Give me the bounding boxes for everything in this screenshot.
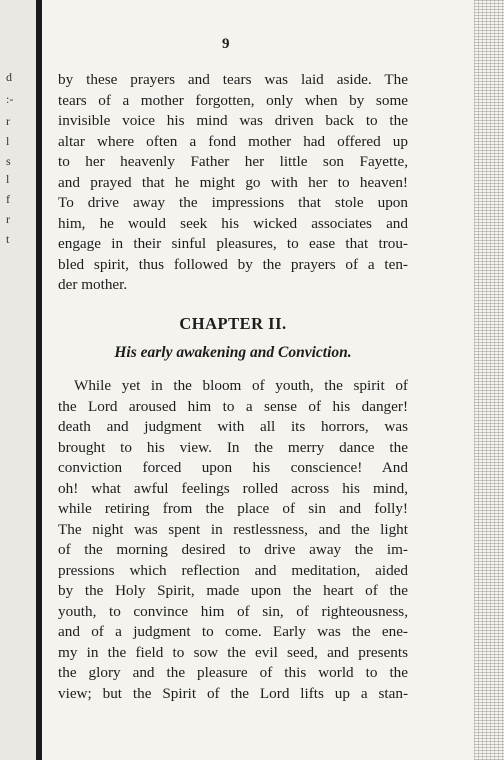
left-margin-gutter [0,0,36,760]
text-line: brought to his view. In the merry dance the [58,438,408,456]
gutter-char: l [6,134,10,148]
text-line: conviction forced upon his conscience! And [58,459,408,476]
text-line: the glory and the pleasure of this world to the [58,664,408,681]
scan-edge-noise [474,0,504,760]
text-line: der mother. [58,276,128,293]
gutter-char: :- [6,92,14,106]
text-line: to her heavenly Father her little son Fayette, [58,153,408,170]
text-line: altar where often a fond mother had offered up [58,132,408,150]
gutter-char: f [6,192,10,206]
page-number: 9 [222,36,230,52]
chapter-heading: CHAPTER II. [179,314,287,333]
gutter-char: r [6,114,10,128]
gutter-char: r [6,212,10,226]
text-line: pressions which reflection and meditation, aided [58,561,408,579]
text-line: of the morning desired to drive away the im- [58,541,408,558]
paragraph-1 [58,70,408,296]
text-line: tears of a mother forgotten, only when by some [58,91,408,109]
text-line: view; but the Spirit of the Lord lifts up a stan- [58,684,408,702]
text-line: my in the field to sow the evil seed, and presents [58,643,408,661]
text-line: and prayed that he might go with her to heaven! [58,173,408,191]
text-line: To drive away the impressions that stole upon [58,194,408,211]
text-line: bled spirit, thus followed by the prayers of a ten- [58,255,408,273]
gutter-char: l [6,172,10,186]
gutter-char: t [6,232,10,246]
text-line: the Lord aroused him to a sense of his danger! [58,397,408,415]
gutter-char: s [6,154,11,168]
book-spine-shadow [36,0,42,760]
text-line: youth, to convince him of sin, of righteousness, [58,602,408,620]
gutter-char: d [6,70,12,84]
text-line: by the Holy Spirit, made upon the heart of the [58,582,408,599]
text-line: him, he would seek his wicked associates and [58,214,408,232]
text-line: The night was spent in restlessness, and the light [58,520,408,538]
paragraph-2 [58,376,408,704]
chapter-subtitle: His early awakening and Conviction. [114,344,352,361]
text-line: death and judgment with all its horrors, was [58,418,408,435]
text-line: engage in their sinful pleasures, to ease that trou- [58,235,408,252]
text-line: While yet in the bloom of youth, the spirit of [74,377,408,394]
text-line: by these prayers and tears was laid aside. The [58,71,408,88]
text-line: while retiring from the place of sin and folly! [58,500,408,517]
text-line: and of a judgment to come. Early was the ene- [58,623,408,640]
text-line: invisible voice his mind was driven back to the [58,112,408,129]
text-line: oh! what awful feelings rolled across his mind, [58,479,408,497]
